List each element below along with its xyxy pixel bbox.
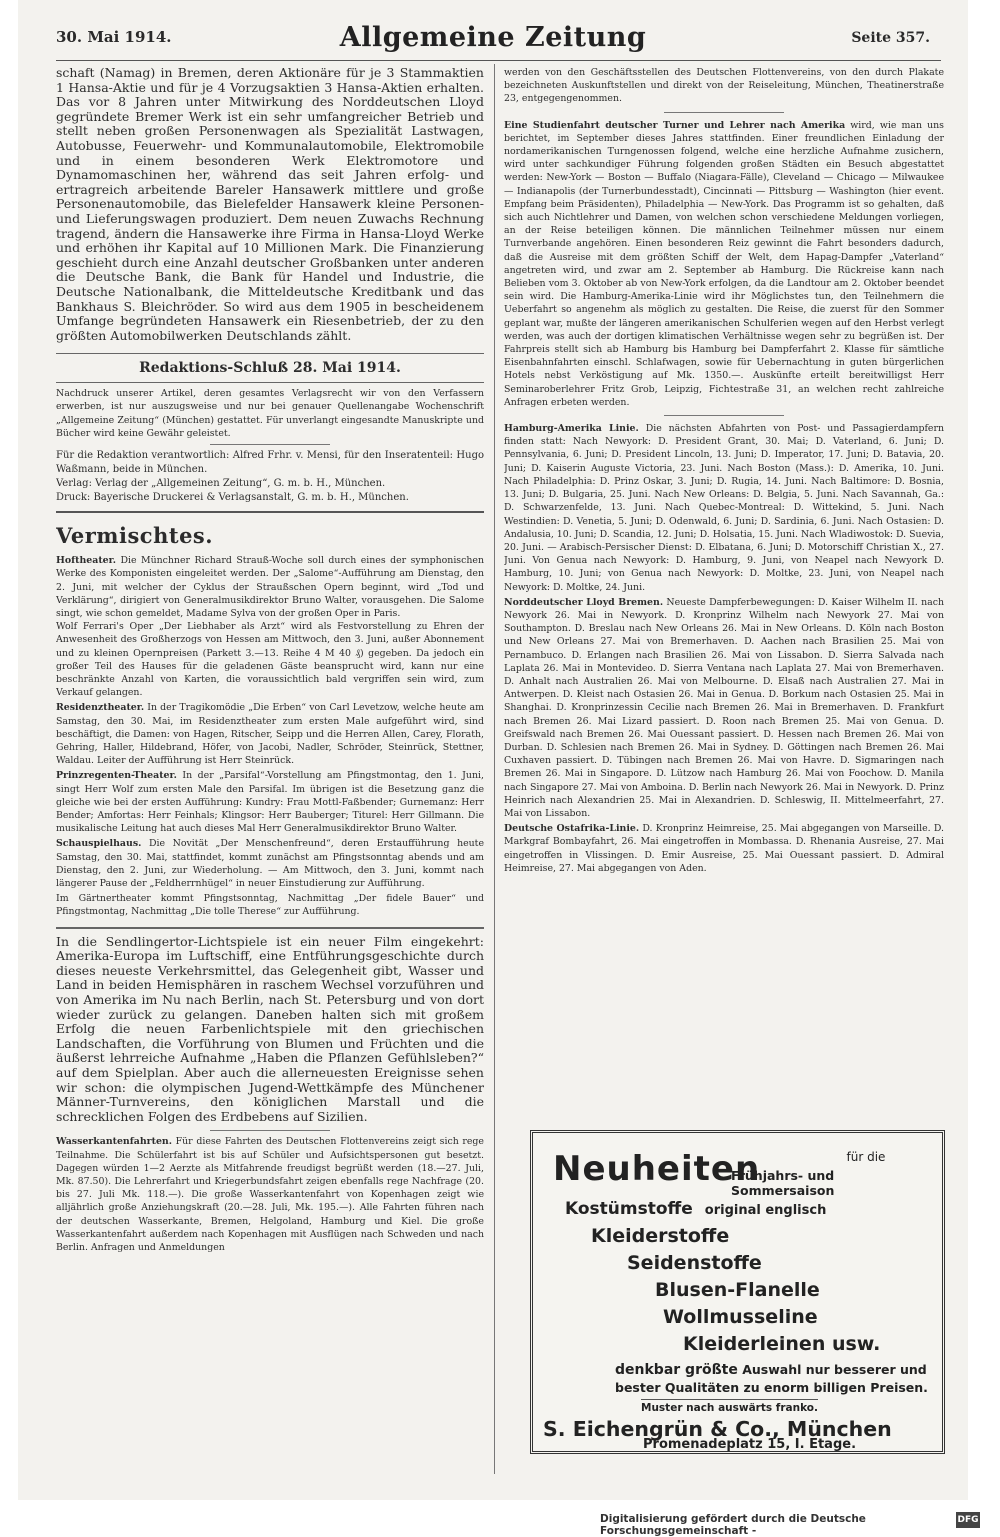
- item-prinzregenten: [56, 769, 484, 835]
- item-residenztheater: [56, 701, 484, 767]
- item-heading: Residenztheater.: [56, 702, 145, 714]
- item-heading: Wasserkantenfahrten.: [56, 1136, 172, 1148]
- advertisement-eichengruen: [530, 1130, 945, 1454]
- separator-rule: [56, 382, 484, 383]
- item-schauspielhaus: [56, 837, 484, 890]
- ad-auswahl: Auswahl nur besserer und: [742, 1362, 927, 1377]
- item-heading: Eine Studienfahrt deutscher Turner und Lehrer nach Amerika: [504, 119, 846, 131]
- ad-firma: S. Eichengrün & Co., München: [543, 1417, 892, 1441]
- item-heading: Schauspielhaus.: [56, 838, 142, 850]
- ad-adresse: Promenadeplatz 15, I. Etage.: [643, 1437, 857, 1452]
- ad-saison: Frühjahrs- und Sommersaison: [731, 1168, 835, 1198]
- masthead-title: Allgemeine Zeitung: [339, 22, 647, 53]
- nachdruck-notice: Nachdruck unserer Artikel, deren gesamtes Verlagsrecht wir von den Verfassern erwerben, ist nur auszugsweise und nur bei genauer Quellenangabe Wochenschrift „Allgemeine Zeitung“ (München) gestattet. Für unverlangt eingesandte Manuskripte und Bücher wird keine Gewähr geleistet.: [56, 388, 484, 439]
- page-footer: [600, 1513, 980, 1537]
- item-hoftheater: [56, 554, 484, 620]
- ad-seidenstoffe: Seidenstoffe: [627, 1252, 762, 1274]
- item-heading: Hoftheater.: [56, 555, 116, 567]
- ad-wollmusseline: Wollmusseline: [663, 1306, 818, 1328]
- item-heading: Prinzregenten-Theater.: [56, 770, 177, 782]
- item-text: wird, wie man uns berichtet, im September dieses Jahres stattfinden. Einer freundlichen Einladung der nordamerikanischen Turngenossen folgend, welche eine herzliche Aufnahme zusichern, wird unter sachkundiger Führung folgenden großen Städten ein Besuch abgestattet werden: New-York — Boston — Buffalo (Niagara-Fälle), Cleveland — Chicago — Milwaukee — Indianapolis (der Turnerbundesstadt), Cincinnati — Pittsburg — Washington (hier event. Empfang beim Präsidenten), Philadelphia — New-York. Das Programm ist so gehalten, daß sich auch Nichtlehrer und Damen, von welchen schon verschiedene Meldungen vorliegen, an der Reise beteiligen können. Die männlichen Teilnehmer müssen nur einem Turnverbande angehören. Einen besonderen Reiz gewinnt die Fahrt besonders dadurch, daß die Ausreise mit dem größten Schiff der Welt, dem Hapag-Dampfer „Vaterland“ angetreten wird, und zwar am 2. September ab Hamburg. Die Rückreise kann nach Belieben vom 3. Oktober ab von New-York erfolgen, da die Landtour am 2. Oktober beendet sein wird. Die Hamburg-Amerika-Linie wird ihr Möglichstes tun, den Teilnehmern die Ueberfahrt so angenehm als möglich zu gestalten. Die Reise, die zuerst für den Sommer geplant war, mußte der längeren amerikanischen Schulferien wegen auf den Herbst verlegt werden, was auch der dortigen klimatischen Verhältnisse wegen sehr zu begrüßen ist. Der Fahrpreis stellt sich ab Hamburg bis Hamburg bei Dampferfahrt 2. Klasse für sämtliche Eisenbahnfahrten einschl. Schlafwagen, sowie für Uebernachtung in guten bürgerlichen Hotels nebst Verköstigung auf Mk. 1350.—. Auskünfte erteilt bereitwilligst Herr Seminaroberlehrer Fritz Grob, Leipzig, Fichtestraße 31, an welchen recht zahlreiche Anfragen erbeten werden.: [504, 119, 944, 408]
- left-column: [56, 66, 484, 1476]
- right-column: [504, 66, 944, 1116]
- issue-date: 30. Mai 1914.: [56, 28, 172, 46]
- item-sendlingertor: In die Sendlingertor-Lichtspiele ist ein neuer Film eingekehrt: Amerika-Europa im Luftschiff, eine Entführungsgeschichte durch dieses neueste Verkehrsmittel, das Gelegenheit gibt, Wasser und Land in beiden Hemisphären in raschem Wechsel vorzuführen und von Amerika im Nu nach Berlin, nach St. Petersburg und von dort wieder zurück zu gelangen. Daneben halten sich mit großem Erfolg die neuen Farbenlichtspiele mit den griechischen Landschaften, die Vorführung von Blumen und Früchten und die äußerst lehrreiche Aufnahme „Haben die Pflanzen Gefühlsleben?“ auf dem Spielplan. Aber auch die allerneuesten Ereignisse sehen wir schon: die olympischen Jugend-Wettkämpfe des Münchener Männer-Turnvereins, den königlichen Marstall und die schrecklichen Folgen des Erdbebens auf Sizilien.: [56, 933, 484, 1124]
- ad-neuheiten: Neuheiten: [553, 1149, 761, 1189]
- short-rule: [210, 444, 330, 445]
- header-rule: [56, 60, 941, 61]
- vermischtes-heading: Vermischtes.: [56, 523, 214, 549]
- ad-blusen-flanelle: Blusen-Flanelle: [655, 1279, 820, 1301]
- short-rule: [664, 112, 784, 113]
- separator-rule: [56, 927, 484, 929]
- dfg-logo-icon: DFG: [956, 1512, 980, 1528]
- item-text: Neueste Dampferbewegungen: D. Kaiser Wilhelm II. nach Newyork 26. Mai in Newyork. D. Kronprinz Wilhelm nach Newyork 27. Mai von Southampton. D. Breslau nach New Orleans 26. Mai in New Orleans. D. Köln nach Boston und New Orleans 27. Mai von Bremerhaven. D. Aachen nach Brasilien 25. Mai von Pernambuco. D. Erlangen nach Brasilien 26. Mai von Lissabon. D. Sierra Salvada nach Laplata 26. Mai in Montevideo. D. Sierra Ventana nach Laplata 27. Mai von Bremerhaven. D. Anhalt nach Australien 26. Mai von Melbourne. D. Elsaß nach Australien 27. Mai in Antwerpen. D. Kleist nach Ostasien 26. Mai in Genua. D. Borkum nach Ostasien 25. Mai in Shanghai. D. Kronprinzessin Cecilie nach Bremen 26. Mai in Bremerhaven. D. Frankfurt nach Bremen 26. Mai Lizard passiert. D. Roon nach Bremen 25. Mai von Genua. D. Greifswald nach Bremen 26. Mai Ouessant passiert. D. Hessen nach Bremen 26. Mai von Durban. D. Schlesien nach Bremen 26. Mai in Sydney. D. Göttingen nach Bremen 26. Mai Cuxhaven passiert. D. Tübingen nach Bremen 26. Mai von Havre. D. Sigmaringen nach Bremen 26. Mai in Singapore. D. Lützow nach Hamburg 26. Mai von Foochow. D. Manila nach Singapore 27. Mai von Amboina. D. Berlin nach Newyork 26. Mai in Newyork. D. Prinz Heinrich nach Alexandrien 25. Mai in Alexandrien. D. Schleswig, II. Mittelmeerfahrt, 27. Mai von Lissabon.: [504, 596, 944, 819]
- credit-printer: Druck: Bayerische Druckerei & Verlagsanstalt, G. m. b. H., München.: [56, 492, 409, 504]
- page-header: [18, 0, 968, 58]
- credit-editor: Für die Redaktion verantwortlich: Alfred Frhr. v. Mensi, für den Inseratenteil: Hugo Waßmann, beide in München.: [56, 450, 484, 476]
- item-wolf-ferrari: Wolf Ferrari's Oper „Der Liebhaber als Arzt“ wird als Festvorstellung zu Ehren der Anwesenheit des Großherzogs von Hessen am Mittwoch, den 3. Juni, außer Abonnement und zu kleinen Opernpreisen (Parkett 3.—13. Reihe 4 M 40 ₰) gegeben. Da jedoch ein großer Teil des Hauses für die geladenen Gäste beansprucht wird, kann nur eine beschränkte Anzahl von Karten, die voraussichtlich bald vergriffen sein wird, zum Verkauf gelangen.: [56, 621, 484, 699]
- page-number: Seite 357.: [851, 30, 930, 46]
- ad-muster: Muster nach auswärts franko.: [641, 1399, 818, 1414]
- ad-headline: [553, 1147, 933, 1198]
- ad-kleiderstoffe: Kleiderstoffe: [591, 1225, 730, 1247]
- separator-rule: [56, 511, 484, 513]
- item-heading: Hamburg-Amerika Linie.: [504, 423, 639, 435]
- column-divider: [494, 64, 495, 1474]
- item-wasserkanten: [56, 1135, 484, 1254]
- item-text: Die nächsten Abfahrten von Post- und Passagierdampfern finden statt: Nach Newyork: D. President Grant, 30. Mai; D. Vaterland, 6. Juni; D. Pennsylvania, 6. Juni; D. President Lincoln, 13. Juni; D. Imperator, 17. Juni; D. Batavia, 20. Juni; D. Kaiserin Auguste Victoria, 23. Juni. Nach Boston (Mass.): D. Amerika, 10. Juni. Nach Philadelphia: D. Prinz Oskar, 3. Juni; D. Rugia, 14. Juni. Nach Baltimore: D. Bosnia, 13. Juni; D. Bulgaria, 25. Juni. Nach New Orleans: D. Belgia, 5. Juni. Nach Savannah, Ga.: D. Schwarzenfelde, 13. Juni. Nach Quebec-Montreal: D. Wittekind, 5. Juni. Nach Westindien: D. Venetia, 5. Juni; D. Odenwald, 6. Juni; D. Sardinia, 6. Juni. Nach Ostasien: D. Andalusia, 10. Juni; D. Scandia, 12. Juni; D. Holsatia, 15. Juni. Nach Wladiwostok: D. Suevia, 20. Juni. — Arabisch-Persischer Dienst: D. Elbatana, 6. Juni; D. Motorschiff Christian X., 27. Juni. Von Genua nach Newyork: D. Hamburg, 9. Juni, von Neapel nach Newyork D. Hamburg, 10. Juni; von Genua nach Newyork: D. Moltke, 23. Juni, von Neapel nach Newyork: D. Moltke, 24. Juni.: [504, 423, 944, 593]
- short-rule: [210, 1130, 330, 1131]
- ad-kostuemstoffe-label: Kostümstoffe: [565, 1199, 693, 1219]
- redaktion-heading: Redaktions-Schluß 28. Mai 1914.: [139, 360, 401, 377]
- ad-original-englisch: original englisch: [704, 1203, 827, 1218]
- ad-auswahl-line: [615, 1362, 927, 1378]
- separator-rule: [56, 353, 484, 354]
- item-text: In der Tragikomödie „Die Erben“ von Carl Levetzow, welche heute am Samstag, den 30. Mai, im Residenztheater zum ersten Male aufgeführt wird, sind beschäftigt, die Damen: von Hagen, Ritscher, Seipp und die Herren Allen, Carey, Florath, Gehring, Haller, Hildebrand, Höfer, von Jacobi, Nadler, Schröder, Steinrück, Stettner, Waldau. Leiter der Aufführung ist Herr Steinrück.: [56, 702, 484, 767]
- ad-denkbar-groesste: denkbar größte: [615, 1362, 738, 1378]
- item-hamburg-amerika: [504, 422, 944, 594]
- item-heading: Norddeutscher Lloyd Bremen.: [504, 596, 664, 608]
- item-text: In der „Parsifal“-Vorstellung am Pfingstmontag, den 1. Juni, singt Herr Wolf zum ersten Male den Parsifal. Im übrigen ist die Besetzung ganz die gleiche wie bei der ersten Aufführung: Kundry: Frau Mottl-Faßbender; Gurnemanz: Herr Bender; Amfortas: Herr Feinhals; Klingsor: Herr Bauberger; Titurel: Herr Gillmann. Die musikalische Leitung hat auch dieses Mal Herr Generalmusikdirektor Bruno Walter.: [56, 770, 484, 835]
- ad-fuer-die: für die: [846, 1150, 886, 1164]
- item-flottenverein-continued: werden von den Geschäftsstellen des Deutschen Flottenvereins, von den durch Plakate bezeichneten Auskunftstellen und direkt von der Reiseleitung, München, Theatinerstraße 23, entgegengenommen.: [504, 67, 944, 105]
- item-text: Die Münchner Richard Strauß-Woche soll durch eines der symphonischen Werke des Komponisten eingeleitet werden. Der „Salome“-Aufführung am Dienstag, den 2. Juni, mit welcher der Cyklus der Straußschen Opern beginnt, wird „Tod und Verklärung“, dirigiert von Generalmusikdirektor Bruno Walter, vorausgehen. Die Salome singt, wie schon gemeldet, Madame Sylva von der großen Oper in Paris.: [56, 555, 484, 619]
- ad-kleiderleinen: Kleiderleinen usw.: [683, 1333, 881, 1355]
- item-ostafrika-linie: [504, 822, 944, 875]
- credit-publisher: Verlag: Verlag der „Allgemeinen Zeitung“, G. m. b. H., München.: [56, 478, 386, 490]
- item-studienfahrt: [504, 119, 944, 409]
- item-text: Für diese Fahrten des Deutschen Flottenvereins zeigt sich rege Teilnahme. Die Schülerfahrt ist bis auf Schüler und Aufsichtspersonen gut besetzt. Dagegen würden 1—2 Aerzte als Mitfahrende freudigst begrüßt werden (18.—27. Juli, Mk. 87.50). Die Lehrerfahrt und Kriegerbundsfahrt zeigen ebenfalls rege Nachfrage (20. bis 27. Juli Mk. 118.—). Die große Wasserkantenfahrt von Kopenhagen zeigt wie alljährlich große Anziehungskraft (20.—28. Juli, Mk. 195.—). Alle Fahrten führen nach der deutschen Wasserkante, Bremen, Helgoland, Hamburg und Kiel. Die große Wasserkantenfahrt außerdem nach Kopenhagen mit Ausflügen nach Schweden und nach Berlin. Anfragen und Anmeldungen: [56, 1136, 484, 1253]
- ad-qualitaeten: bester Qualitäten zu enorm billigen Preisen.: [615, 1380, 928, 1395]
- ad-kostuemstoffe: [565, 1199, 826, 1219]
- item-gaertnertheater: Im Gärtnertheater kommt Pfingstsonntag, Nachmittag „Der fidele Bauer“ und Pfingstmontag, Nachmittag „Die tolle Therese“ zur Aufführung.: [56, 893, 484, 918]
- item-norddeutscher-lloyd: [504, 596, 944, 820]
- dfg-credit: Digitalisierung gefördert durch die Deutsche Forschungsgemeinschaft -: [600, 1513, 866, 1537]
- article-hansa-continued: schaft (Namag) in Bremen, deren Aktionäre für je 3 Stammaktien 1 Hansa-Aktie und für je 4 Vorzugsaktien 3 Hansa-Aktien erhalten. Das vor 8 Jahren unter Mitwirkung des Norddeutschen Lloyd gegründete Bremer Werk ist ein sehr umfangreicher Betrieb und stellt neben großen Personenwagen als Spezialität Lastwagen, Autobusse, Feuerwehr- und Kommunalautomobile, Elektromobile und in einem besonderen Werk Elektromotore und Dynamomaschinen her, während das seit Jahren erfolg- und ertragreich arbeitende Bareler Hansawerk mittlere und große Personenautomobile, das Bielefelder Hansawerk kleine Personen- und Lieferungswagen produziert. Dem neuen Zuwachs Rechnung tragend, ändern die Hansawerke ihre Firma in Hansa-Lloyd Werke und erhöhen ihr Kapital auf 10 Millionen Mark. Die Finanzierung geschieht durch eine Anzahl deutscher Großbanken unter anderen die Deutsche Bank, die Bank für Handel und Industrie, die Deutsche Nationalbank, die Mitteldeutsche Kreditbank und das Bankhaus S. Bleichröder. So wird aus dem 1905 in bescheidenem Umfange begründeten Hansawerk ein Riesenbetrieb, der zu den größten Automobilwerken Deutschlands zählt.: [56, 66, 484, 343]
- newspaper-page: [18, 0, 968, 1500]
- item-text: Die Novität „Der Menschenfreund“, deren Erstaufführung heute Samstag, den 30. Mai, stattfindet, kommt zunächst am Pfingstsonntag abends und am Dienstag, den 2. Juni, zur Wiederholung. — Am Mittwoch, den 3. Juni, kommt nach längerer Pause der „Feldherrnhügel“ in neuer Einstudierung zur Aufführung.: [56, 838, 484, 889]
- short-rule: [664, 415, 784, 416]
- item-text: D. Kronprinz Heimreise, 25. Mai abgegangen von Marseille. D. Markgraf Bombayfahrt, 26. Mai eingetroffen in Mombassa. D. Rhenania Ausreise, 27. Mai eingetroffen in Vlissingen. D. Emir Ausreise, 25. Mai Ouessant passiert. D. Admiral Heimreise, 27. Mai abgegangen von Aden.: [504, 823, 944, 874]
- item-heading: Deutsche Ostafrika-Linie.: [504, 823, 640, 835]
